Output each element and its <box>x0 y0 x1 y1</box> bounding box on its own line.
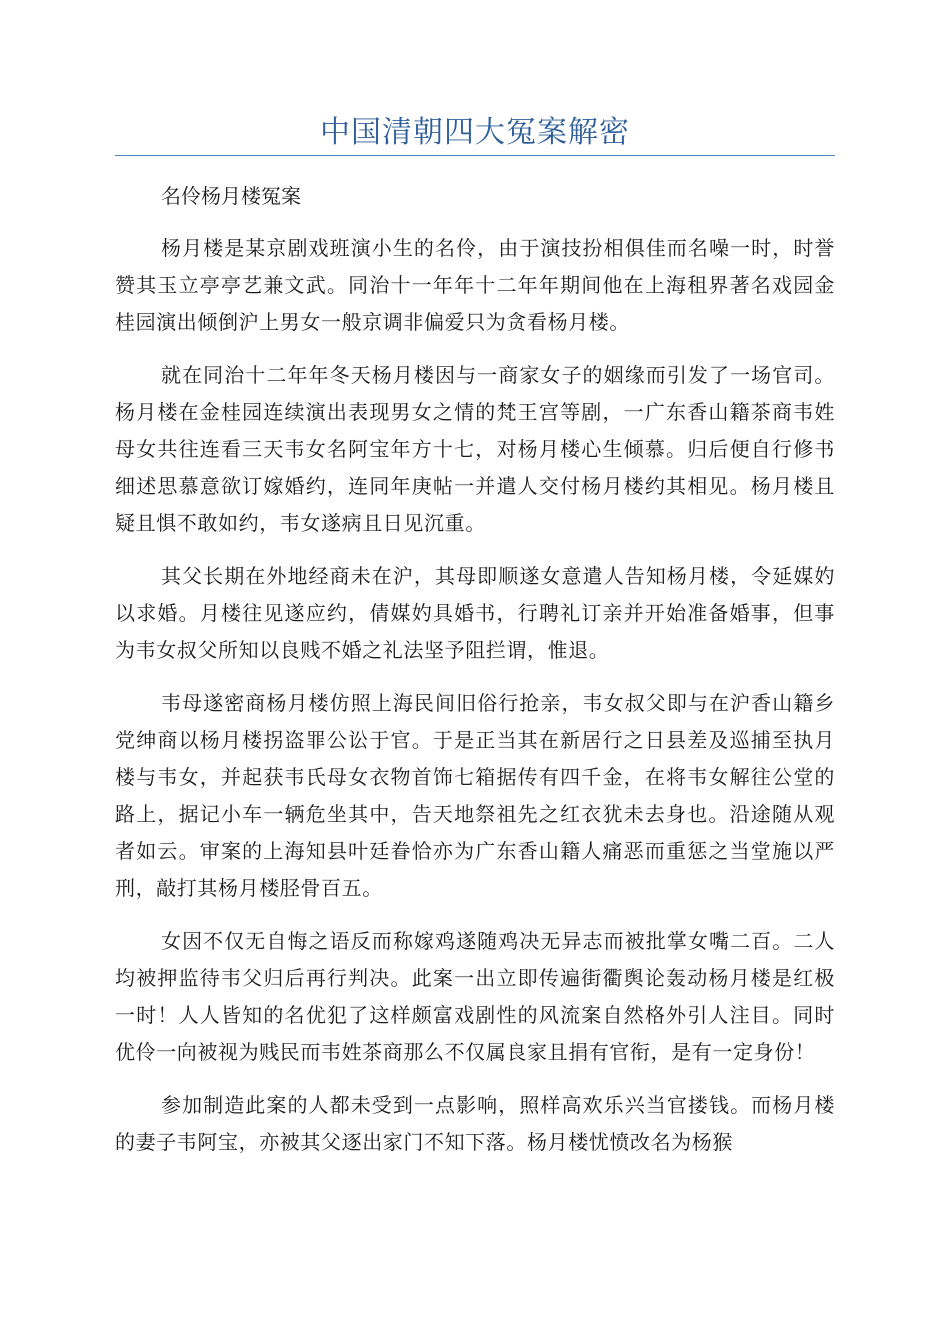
paragraph-2: 就在同治十二年年冬天杨月楼因与一商家女子的姻缘而引发了一场官司。杨月楼在金桂园连续演出表现男女之情的梵王宫等剧，一广东香山籍茶商韦姓母女共往连看三天韦女名阿宝年方十七，对杨月楼心生倾慕。归后便自行修书细述思慕意欲订嫁婚约，连同年庚帖一并遣人交付杨月楼约其相见。杨月楼且疑且惧不敢如约，韦女遂病且日见沉重。 <box>115 363 835 535</box>
paragraph-4: 韦母遂密商杨月楼仿照上海民间旧俗行抢亲，韦女叔父即与在沪香山籍乡党绅商以杨月楼拐盗罪公讼于官。于是正当其在新居行之日县差及巡捕至执月楼与韦女，并起获韦氏母女衣物首饰七箱据传有四千金，在将韦女解往公堂的路上，据记小车一辆危坐其中，告天地祭祖先之红衣犹未去身也。沿途随从观者如云。审案的上海知县叶廷眷恰亦为广东香山籍人痛恶而重惩之当堂施以严刑，敲打其杨月楼胫骨百五。 <box>115 691 835 900</box>
paragraph-1: 杨月楼是某京剧戏班演小生的名伶，由于演技扮相俱佳而名噪一时，时誉赞其玉立亭亭艺兼文武。同治十一年年十二年年期间他在上海租界著名戏园金桂园演出倾倒沪上男女一般京调非偏爱只为贪看杨月楼。 <box>115 236 835 334</box>
document-body <box>115 178 835 1177</box>
section-heading: 名伶杨月楼冤案 <box>161 184 301 208</box>
title-underline-divider <box>115 155 835 156</box>
paragraph-6: 参加制造此案的人都未受到一点影响，照样高欢乐兴当官搂钱。而杨月楼的妻子韦阿宝，亦被其父逐出家门不知下落。杨月楼忧愤改名为杨猴 <box>115 1093 835 1154</box>
paragraph-5: 女因不仅无自悔之语反而称嫁鸡遂随鸡决无异志而被批掌女嘴二百。二人均被押监待韦父归后再行判决。此案一出立即传遍街衢舆论轰动杨月楼是红极一时！人人皆知的名优犯了这样颇富戏剧性的风流案自然格外引人注目。同时优伶一向被视为贱民而韦姓茶商那么不仅属良家且捐有官衔，是有一定身份！ <box>115 929 835 1064</box>
paragraph-3: 其父长期在外地经商未在沪，其母即顺遂女意遣人告知杨月楼，令延媒妁以求婚。月楼往见遂应约，倩媒妁具婚书，行聘礼订亲并开始准备婚事，但事为韦女叔父所知以良贱不婚之礼法坚予阻拦谓，惟退。 <box>115 564 835 662</box>
document-title: 中国清朝四大冤案解密 <box>320 115 630 150</box>
